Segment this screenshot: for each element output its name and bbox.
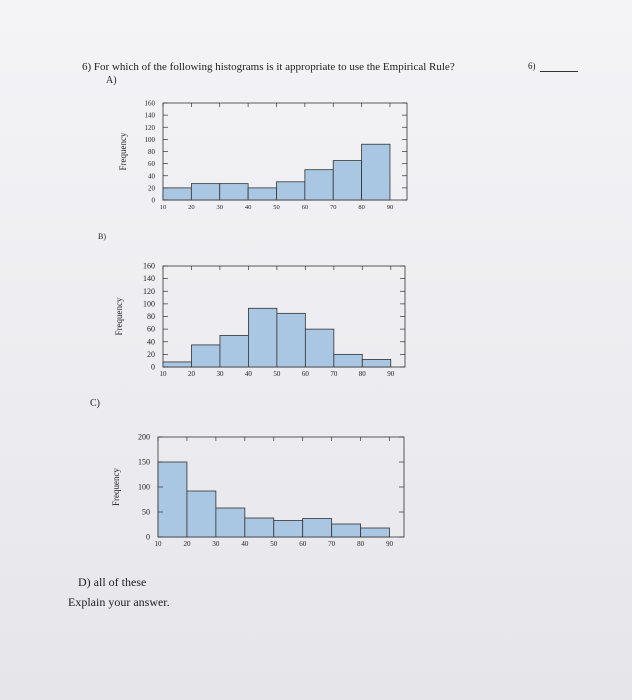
x-tick-label: 10 bbox=[159, 370, 167, 378]
x-tick-label: 80 bbox=[358, 370, 366, 378]
y-tick-label: 140 bbox=[143, 274, 155, 284]
answer-number: 6) bbox=[528, 61, 536, 71]
x-tick-label: 20 bbox=[188, 204, 195, 211]
x-tick-label: 80 bbox=[358, 204, 365, 211]
y-tick-label: 0 bbox=[151, 196, 155, 205]
histogram-bar bbox=[216, 508, 245, 537]
y-tick-label: 120 bbox=[143, 286, 155, 296]
histogram-bar bbox=[274, 521, 303, 538]
y-tick-label: 0 bbox=[151, 362, 155, 372]
x-tick-label: 60 bbox=[301, 204, 309, 211]
y-tick-label: 120 bbox=[144, 123, 155, 132]
question-text: 6) For which of the following histograms is it appropriate to use the Empirical Rule? bbox=[82, 61, 455, 73]
x-tick-label: 10 bbox=[159, 204, 167, 211]
option-c-label: C) bbox=[90, 398, 100, 409]
option-a-label: A) bbox=[106, 75, 117, 86]
x-tick-label: 70 bbox=[330, 370, 338, 378]
y-tick-label: 100 bbox=[144, 135, 155, 144]
y-tick-label: 150 bbox=[138, 457, 150, 467]
y-tick-label: 60 bbox=[148, 160, 155, 169]
y-axis-label: Frequency bbox=[118, 132, 128, 171]
histogram-bar bbox=[187, 491, 216, 537]
y-tick-label: 20 bbox=[148, 184, 155, 193]
x-tick-label: 50 bbox=[273, 204, 280, 211]
x-tick-label: 40 bbox=[244, 370, 252, 378]
histogram-bar bbox=[158, 462, 187, 537]
x-tick-label: 90 bbox=[387, 370, 395, 378]
y-tick-label: 140 bbox=[144, 111, 155, 120]
y-tick-label: 200 bbox=[138, 432, 150, 442]
x-tick-label: 70 bbox=[329, 204, 337, 211]
y-tick-label: 0 bbox=[146, 532, 150, 542]
x-tick-label: 60 bbox=[299, 540, 307, 548]
histogram-bar bbox=[245, 518, 274, 537]
y-tick-label: 40 bbox=[147, 337, 155, 347]
x-tick-label: 30 bbox=[216, 370, 224, 378]
x-tick-label: 20 bbox=[187, 370, 195, 378]
x-tick-label: 60 bbox=[301, 370, 309, 378]
y-tick-label: 60 bbox=[147, 324, 155, 334]
explain-prompt: Explain your answer. bbox=[68, 595, 170, 609]
y-tick-label: 40 bbox=[148, 172, 155, 181]
option-d-label: D) all of these bbox=[78, 575, 147, 589]
histogram-bar bbox=[303, 519, 332, 538]
x-tick-label: 50 bbox=[270, 540, 278, 548]
histogram-bar bbox=[361, 528, 390, 537]
y-tick-label: 100 bbox=[138, 482, 150, 492]
x-tick-label: 80 bbox=[357, 540, 365, 548]
x-tick-label: 50 bbox=[273, 370, 281, 378]
x-tick-label: 30 bbox=[212, 540, 220, 548]
y-tick-label: 80 bbox=[148, 148, 155, 156]
option-b-label: B) bbox=[98, 232, 106, 241]
x-tick-label: 40 bbox=[244, 204, 252, 211]
x-tick-label: 20 bbox=[183, 540, 191, 548]
y-axis-label: Frequency bbox=[114, 297, 124, 336]
y-tick-label: 50 bbox=[142, 507, 150, 517]
x-tick-label: 70 bbox=[328, 540, 336, 548]
x-tick-label: 90 bbox=[386, 204, 394, 211]
y-tick-label: 160 bbox=[144, 99, 155, 108]
x-tick-label: 30 bbox=[216, 204, 223, 211]
x-tick-label: 10 bbox=[154, 540, 162, 548]
x-tick-label: 90 bbox=[386, 540, 394, 548]
y-tick-label: 80 bbox=[147, 312, 155, 321]
y-tick-label: 100 bbox=[143, 299, 155, 309]
y-tick-label: 160 bbox=[143, 261, 155, 271]
y-axis-label: Frequency bbox=[111, 468, 121, 506]
y-tick-label: 20 bbox=[147, 349, 155, 359]
histogram-bar bbox=[332, 524, 361, 537]
x-tick-label: 40 bbox=[241, 540, 249, 548]
